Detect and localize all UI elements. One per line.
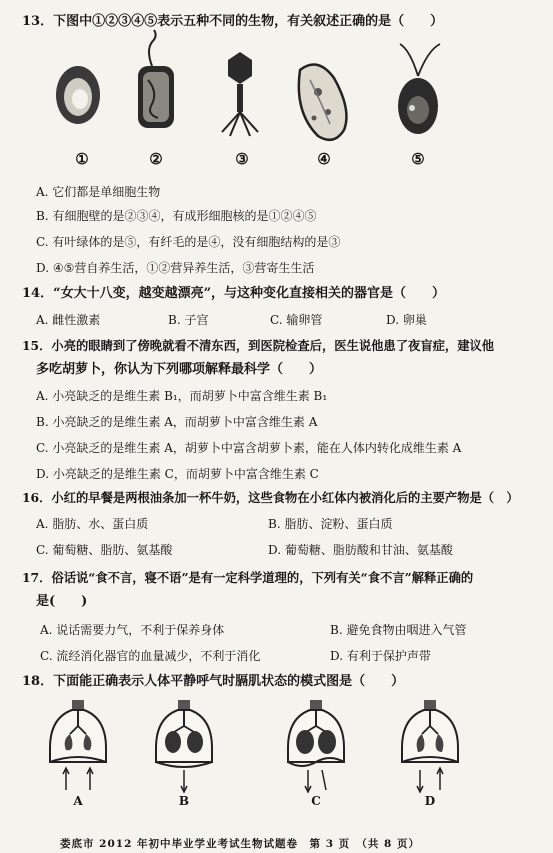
organism-label-4: ④	[317, 150, 331, 168]
q16-stem: 16．小红的早餐是两根油条加一杯牛奶，这些食物在小红体内被消化后的主要产物是（ ）	[22, 490, 519, 505]
q15-stem-line2: 多吃胡萝卜，你认为下列哪项解释最科学（ ）	[36, 362, 323, 377]
q16-option-d: D. 葡萄糖、脂肪酸和甘油、氨基酸	[268, 543, 453, 557]
q13-stem: 13．下图中①②③④⑤表示五种不同的生物，有关叙述正确的是（ ）	[22, 14, 444, 29]
q15-stem-line1: 15．小亮的眼睛到了傍晚就看不清东西，到医院检查后，医生说他患了夜盲症，建议他	[22, 338, 495, 353]
organism-1-icon	[56, 66, 100, 124]
q15-option-a: A. 小亮缺乏的是维生素 B₁，而胡萝卜中富含维生素 B₁	[36, 389, 328, 403]
q13-option-a: A. 它们都是单细胞生物	[36, 185, 161, 199]
q17-option-c: C. 流经消化器官的血量减少，不利于消化	[40, 649, 261, 663]
bell-jar-label-a: A	[73, 794, 83, 808]
bell-jar-label-d: D	[424, 794, 436, 808]
q16-option-a: A. 脂肪、水、蛋白质	[36, 517, 149, 531]
q14-option-c: C. 输卵管	[270, 313, 323, 327]
organism-label-2: ②	[149, 150, 163, 168]
bell-jar-d-icon	[402, 700, 458, 792]
bell-jar-label-b: B	[178, 794, 190, 808]
bell-jar-b-icon	[156, 700, 212, 792]
q17-option-a: A. 说话需要力气，不利于保养身体	[40, 623, 225, 637]
q14-stem: 14．“女大十八变，越变越漂亮”，与这种变化直接相关的器官是（ ）	[22, 286, 446, 301]
organism-label-1: ①	[75, 150, 89, 168]
q15-option-d: D. 小亮缺乏的是维生素 C，而胡萝卜中富含维生素 C	[36, 467, 319, 481]
q14-option-a: A. 雌性激素	[36, 313, 101, 327]
q13-option-c: C. 有叶绿体的是⑤，有纤毛的是④，没有细胞结构的是③	[36, 235, 341, 249]
q16-option-b: B. 脂肪、淀粉、蛋白质	[268, 517, 393, 531]
organism-5-icon	[398, 44, 440, 134]
page-footer: 娄底市 2012 年初中毕业学业考试生物试题卷 第 3 页 （共 8 页）	[60, 838, 421, 850]
q13-option-d: D. ④⑤营自养生活，①②营异养生活，③营寄生生活	[36, 261, 315, 275]
bell-jar-label-c: C	[311, 794, 321, 808]
q15-option-c: C. 小亮缺乏的是维生素 A，胡萝卜中富含胡萝卜素，能在人体内转化成维生素 A	[36, 441, 462, 455]
organism-3-icon	[222, 52, 258, 136]
q15-option-b: B. 小亮缺乏的是维生素 A，而胡萝卜中富含维生素 A	[36, 415, 318, 429]
q14-option-d: D. 卵巢	[386, 313, 427, 327]
q17-stem-line2: 是( )	[36, 594, 88, 609]
organism-label-5: ⑤	[411, 150, 425, 168]
q14-option-b: B. 子宫	[168, 313, 209, 327]
q18-stem: 18．下面能正确表示人体平静呼气时膈肌状态的模式图是（ ）	[22, 674, 405, 689]
bell-jar-c-icon	[288, 700, 344, 792]
q17-option-b: B. 避免食物由咽进入气管	[330, 623, 467, 637]
q13-option-b: B. 有细胞壁的是②③④，有成形细胞核的是①②④⑤	[36, 209, 317, 223]
q16-option-c: C. 葡萄糖、脂肪、氨基酸	[36, 543, 173, 557]
organism-2-icon	[138, 30, 174, 128]
bell-jar-a-icon	[50, 700, 106, 790]
organism-label-3: ③	[235, 150, 249, 168]
q17-stem-line1: 17．俗话说“食不言，寝不语”是有一定科学道理的，下列有关“食不言”解释正确的	[22, 570, 474, 585]
q13-organism-figures	[0, 0, 553, 200]
organism-4-icon	[299, 65, 347, 140]
q17-option-d: D. 有利于保护声带	[330, 649, 431, 663]
